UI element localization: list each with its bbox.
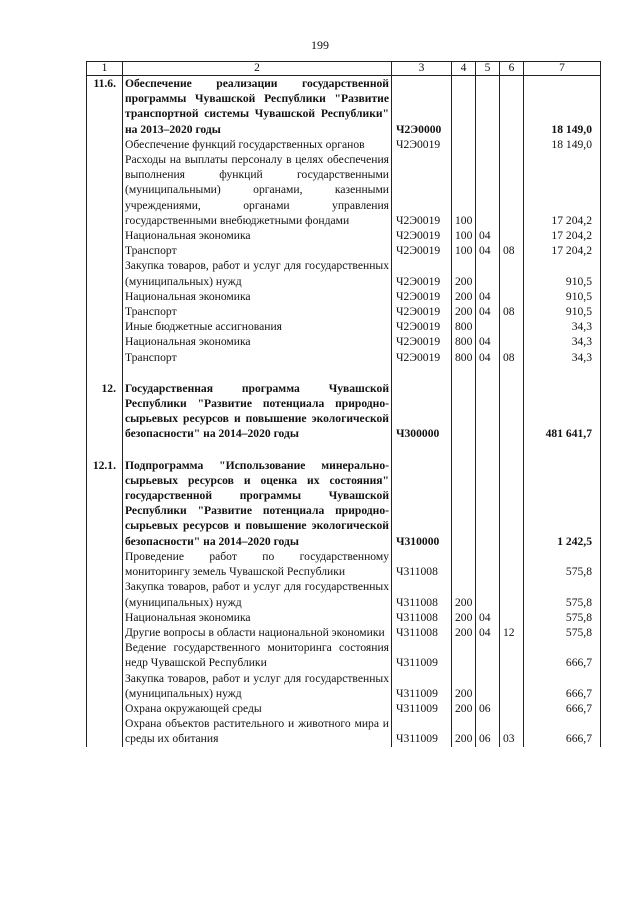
expense-type-code: 200 [452, 671, 476, 701]
section-code: 04 [476, 304, 500, 319]
target-code: Ч2Э0019 [392, 258, 452, 288]
spacer-cell [452, 365, 476, 381]
table-row [87, 334, 601, 349]
target-code: Ч311009 [392, 701, 452, 716]
expense-type-code [452, 640, 476, 670]
row-number [87, 152, 123, 228]
amount: 575,8 [524, 625, 601, 640]
header-cell: 1 [87, 62, 123, 76]
row-number [87, 716, 123, 746]
amount: 910,5 [524, 289, 601, 304]
row-name: Иные бюджетные ассигнования [123, 319, 392, 334]
target-code: Ч2Э0019 [392, 319, 452, 334]
target-code: Ч2Э0019 [392, 152, 452, 228]
row-name: Охрана объектов растительного и животного мира и среды их обитания [123, 716, 392, 746]
row-name: Закупка товаров, работ и услуг для государственных (муниципальных) нужд [123, 258, 392, 288]
section-code: 04 [476, 289, 500, 304]
table-row [87, 350, 601, 365]
amount: 1 242,5 [524, 458, 601, 549]
table-row [87, 137, 601, 152]
row-number [87, 289, 123, 304]
subsection-code [500, 640, 524, 670]
expense-type-code: 100 [452, 228, 476, 243]
row-name: Другие вопросы в области национальной экономики [123, 625, 392, 640]
spacer-cell [500, 442, 524, 458]
table-row [87, 458, 601, 549]
expense-type-code: 200 [452, 701, 476, 716]
subsection-code [500, 701, 524, 716]
section-code: 04 [476, 228, 500, 243]
section-code [476, 258, 500, 288]
row-number [87, 137, 123, 152]
table-row [87, 549, 601, 579]
row-name: Расходы на выплаты персоналу в целях обеспечения выполнения функций государственными (муниципальными) органами, казенными учреждениями, органами управления государственными внебюджетными фондами [123, 152, 392, 228]
table-row [87, 701, 601, 716]
target-code: Ч311009 [392, 716, 452, 746]
amount: 17 204,2 [524, 152, 601, 228]
target-code: Ч311008 [392, 625, 452, 640]
expense-type-code: 100 [452, 243, 476, 258]
section-code: 06 [476, 701, 500, 716]
amount: 34,3 [524, 334, 601, 349]
target-code: Ч300000 [392, 381, 452, 442]
expense-type-code: 800 [452, 334, 476, 349]
table-row [87, 640, 601, 670]
header-cell: 6 [500, 62, 524, 76]
amount: 910,5 [524, 304, 601, 319]
spacer-row [87, 365, 601, 381]
row-name: Ведение государственного мониторинга состояния недр Чувашской Республики [123, 640, 392, 670]
subsection-code [500, 228, 524, 243]
subsection-code [500, 76, 524, 137]
row-name: Государственная программа Чувашской Республики "Развитие потенциала природно-сырьевых ресурсов и повышение экологической безопасности" на 2014–2020 годы [123, 381, 392, 442]
subsection-code [500, 334, 524, 349]
target-code: Ч2Э0019 [392, 228, 452, 243]
target-code: Ч311008 [392, 610, 452, 625]
spacer-cell [524, 442, 601, 458]
section-code [476, 549, 500, 579]
amount: 34,3 [524, 350, 601, 365]
section-code [476, 152, 500, 228]
subsection-code [500, 671, 524, 701]
row-name: Национальная экономика [123, 228, 392, 243]
row-number [87, 304, 123, 319]
spacer-cell [452, 442, 476, 458]
row-name: Проведение работ по государственному мониторингу земель Чувашской Республики [123, 549, 392, 579]
row-number [87, 640, 123, 670]
row-name: Транспорт [123, 243, 392, 258]
subsection-code [500, 610, 524, 625]
amount: 666,7 [524, 701, 601, 716]
page-number: 199 [311, 38, 329, 52]
section-code [476, 579, 500, 609]
table-row [87, 381, 601, 442]
target-code: Ч311008 [392, 579, 452, 609]
spacer-cell [476, 365, 500, 381]
target-code: Ч2Э0019 [392, 350, 452, 365]
row-number [87, 319, 123, 334]
table-row [87, 228, 601, 243]
table-row [87, 76, 601, 137]
subsection-code: 08 [500, 350, 524, 365]
row-name: Обеспечение реализации государственной программы Чувашской Республики "Развитие транспортной системы Чувашской Республики" на 2013–2020 годы [123, 76, 392, 137]
header-cell: 3 [392, 62, 452, 76]
amount: 481 641,7 [524, 381, 601, 442]
row-number: 12. [87, 381, 123, 442]
subsection-code [500, 137, 524, 152]
table-row [87, 610, 601, 625]
header-row [87, 62, 601, 76]
table-row [87, 319, 601, 334]
section-code: 04 [476, 334, 500, 349]
spacer-row [87, 442, 601, 458]
amount: 666,7 [524, 671, 601, 701]
table-row [87, 152, 601, 228]
expense-type-code: 800 [452, 319, 476, 334]
amount: 575,8 [524, 610, 601, 625]
section-code: 04 [476, 243, 500, 258]
section-code [476, 137, 500, 152]
header-cell: 5 [476, 62, 500, 76]
expense-type-code: 200 [452, 610, 476, 625]
section-code [476, 640, 500, 670]
section-code: 04 [476, 350, 500, 365]
expense-type-code: 200 [452, 625, 476, 640]
section-code [476, 671, 500, 701]
table-row [87, 671, 601, 701]
row-name: Транспорт [123, 304, 392, 319]
table-row [87, 716, 601, 746]
table-row [87, 289, 601, 304]
spacer-cell [123, 365, 392, 381]
expense-type-code [452, 137, 476, 152]
subsection-code [500, 258, 524, 288]
section-code [476, 458, 500, 549]
row-number [87, 549, 123, 579]
table-body [87, 76, 601, 747]
row-number [87, 625, 123, 640]
row-number [87, 701, 123, 716]
row-name: Подпрограмма "Использование минерально-сырьевых ресурсов и оценка их состояния" государственной программы Чувашской Республики "Развитие потенциала природно-сырьевых ресурсов и повышение экологической безопасности" на 2014–2020 годы [123, 458, 392, 549]
row-name: Закупка товаров, работ и услуг для государственных (муниципальных) нужд [123, 579, 392, 609]
row-number: 11.6. [87, 76, 123, 137]
section-code: 04 [476, 610, 500, 625]
row-name: Закупка товаров, работ и услуг для государственных (муниципальных) нужд [123, 671, 392, 701]
expense-type-code [452, 381, 476, 442]
table-row [87, 579, 601, 609]
spacer-cell [123, 442, 392, 458]
row-name: Национальная экономика [123, 334, 392, 349]
header-cell: 2 [123, 62, 392, 76]
amount: 17 204,2 [524, 228, 601, 243]
header-cell: 7 [524, 62, 601, 76]
expense-type-code: 200 [452, 289, 476, 304]
row-number [87, 258, 123, 288]
expense-type-code: 800 [452, 350, 476, 365]
section-code [476, 319, 500, 334]
expense-type-code [452, 458, 476, 549]
section-code: 04 [476, 625, 500, 640]
expense-type-code: 200 [452, 716, 476, 746]
header-cell: 4 [452, 62, 476, 76]
amount: 666,7 [524, 640, 601, 670]
subsection-code [500, 381, 524, 442]
spacer-cell [392, 365, 452, 381]
amount: 18 149,0 [524, 76, 601, 137]
spacer-cell [87, 365, 123, 381]
subsection-code [500, 152, 524, 228]
section-code [476, 76, 500, 137]
amount: 575,8 [524, 579, 601, 609]
target-code: Ч311009 [392, 671, 452, 701]
subsection-code [500, 319, 524, 334]
row-number [87, 610, 123, 625]
row-number [87, 579, 123, 609]
subsection-code [500, 579, 524, 609]
subsection-code: 08 [500, 243, 524, 258]
row-number [87, 334, 123, 349]
spacer-cell [524, 365, 601, 381]
row-number [87, 671, 123, 701]
table-row [87, 304, 601, 319]
row-name: Транспорт [123, 350, 392, 365]
amount: 18 149,0 [524, 137, 601, 152]
expense-type-code: 200 [452, 304, 476, 319]
subsection-code [500, 458, 524, 549]
section-code: 06 [476, 716, 500, 746]
subsection-code [500, 549, 524, 579]
row-number [87, 350, 123, 365]
target-code: Ч2Э0019 [392, 289, 452, 304]
target-code: Ч2Э0019 [392, 334, 452, 349]
expense-type-code [452, 549, 476, 579]
expense-type-code [452, 76, 476, 137]
subsection-code: 03 [500, 716, 524, 746]
row-name: Обеспечение функций государственных органов [123, 137, 392, 152]
row-name: Национальная экономика [123, 289, 392, 304]
row-number [87, 228, 123, 243]
row-number: 12.1. [87, 458, 123, 549]
spacer-cell [392, 442, 452, 458]
target-code: Ч2Э0019 [392, 304, 452, 319]
amount: 666,7 [524, 716, 601, 746]
expense-type-code: 200 [452, 258, 476, 288]
spacer-cell [500, 365, 524, 381]
target-code: Ч2Э0000 [392, 76, 452, 137]
target-code: Ч310000 [392, 458, 452, 549]
target-code: Ч311008 [392, 549, 452, 579]
amount: 17 204,2 [524, 243, 601, 258]
row-name: Охрана окружающей среды [123, 701, 392, 716]
spacer-cell [87, 442, 123, 458]
table-row [87, 625, 601, 640]
amount: 575,8 [524, 549, 601, 579]
target-code: Ч311009 [392, 640, 452, 670]
row-name: Национальная экономика [123, 610, 392, 625]
table-row [87, 243, 601, 258]
target-code: Ч2Э0019 [392, 243, 452, 258]
section-code [476, 381, 500, 442]
amount: 910,5 [524, 258, 601, 288]
subsection-code [500, 289, 524, 304]
amount: 34,3 [524, 319, 601, 334]
expense-type-code: 200 [452, 579, 476, 609]
table-row [87, 258, 601, 288]
spacer-cell [476, 442, 500, 458]
target-code: Ч2Э0019 [392, 137, 452, 152]
row-number [87, 243, 123, 258]
budget-table [86, 61, 601, 747]
subsection-code: 12 [500, 625, 524, 640]
subsection-code: 08 [500, 304, 524, 319]
expense-type-code: 100 [452, 152, 476, 228]
